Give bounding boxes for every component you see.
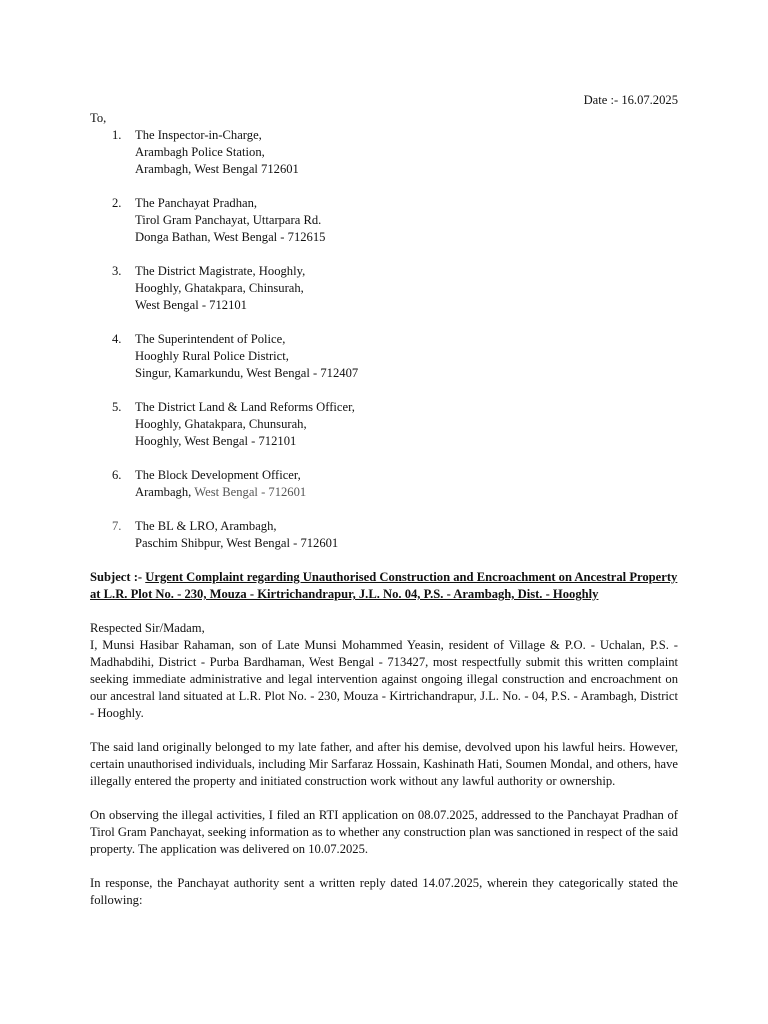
addressee-number: 5. xyxy=(112,400,122,414)
addressee-line: The Block Development Officer, xyxy=(135,468,301,482)
addressee-item xyxy=(90,518,678,552)
addressee-item xyxy=(90,195,678,246)
addressee-line: The Panchayat Pradhan, xyxy=(135,196,258,210)
addressee-number: 6. xyxy=(112,468,122,482)
addressee-line: Arambagh Police Station, xyxy=(135,145,265,159)
addressee-line: The Inspector-in-Charge, xyxy=(135,128,262,142)
addressee-line: The District Magistrate, Hooghly, xyxy=(135,264,306,278)
addressee-item xyxy=(90,331,678,382)
addressee-line-part: West Bengal - 712601 xyxy=(194,485,307,499)
addressee-line: Hooghly Rural Police District, xyxy=(135,349,289,363)
body-paragraph: In response, the Panchayat authority sent a written reply dated 14.07.2025, wherein they categorically stated the following: xyxy=(90,876,678,907)
addressee-line: Hooghly, Ghatakpara, Chinsurah, xyxy=(135,281,304,295)
addressee-item xyxy=(90,127,678,178)
addressee-line: The Superintendent of Police, xyxy=(135,332,286,346)
addressee-line: Paschim Shibpur, West Bengal - 712601 xyxy=(135,536,339,550)
addressee-item xyxy=(90,263,678,314)
addressee-number: 3. xyxy=(112,264,122,278)
letter-date: Date :- 16.07.2025 xyxy=(583,93,678,107)
addressee-item xyxy=(90,467,678,501)
body-paragraph: On observing the illegal activities, I filed an RTI application on 08.07.2025, addressed to the Panchayat Pradhan of Tirol Gram Panchayat, seeking information as to whether any construction plan was sanctioned in respect of the said property. The application was delivered on 10.07.2025. xyxy=(90,808,678,856)
addressee-list xyxy=(90,127,678,552)
addressee-line: Donga Bathan, West Bengal - 712615 xyxy=(135,230,326,244)
addressee-line: The BL & LRO, Arambagh, xyxy=(135,519,277,533)
addressee-number: 4. xyxy=(112,332,122,346)
addressee-line: Hooghly, West Bengal - 712101 xyxy=(135,434,297,448)
addressee-number: 1. xyxy=(112,128,122,142)
addressee-line: Singur, Kamarkundu, West Bengal - 712407 xyxy=(135,366,359,380)
body-paragraph: I, Munsi Hasibar Rahaman, son of Late Munsi Mohammed Yeasin, resident of Village & P.O. - Uchalan, P.S. - Madhabdihi, District - Purba Bardhaman, West Bengal - 713427, most respectfully submit this written complaint seeking immediate administrative and legal intervention against ongoing illegal construction and encroachment on our ancestral land situated at L.R. Plot No. - 230, Mouza - Kirtrichandrapur, J.L. No. - 04, P.S. - Arambagh, District - Hooghly. xyxy=(90,638,678,720)
body-paragraph: The said land originally belonged to my late father, and after his demise, devolved upon his lawful heirs. However, certain unauthorised individuals, including Mir Sarfaraz Hossain, Kashinath Hati, Soumen Mondal, and others, have illegally entered the property and initiated construction work without any lawful authority or ownership. xyxy=(90,740,678,788)
addressee-line: Hooghly, Ghatakpara, Chunsurah, xyxy=(135,417,307,431)
addressee-line-part: Arambagh, xyxy=(135,485,192,499)
salutation: Respected Sir/Madam, xyxy=(90,621,205,635)
subject-line xyxy=(90,569,678,603)
addressee-line: West Bengal - 712101 xyxy=(135,298,247,312)
subject-prefix: Subject :- xyxy=(90,570,146,584)
addressee-line: Arambagh, West Bengal 712601 xyxy=(135,162,299,176)
subject-text: Urgent Complaint regarding Unauthorised Construction and Encroachment on Ancestral Property at L.R. Plot No. - 230, Mouza - Kirtrichandrapur, J.L. No. 04, P.S. - Arambagh, Dist. - Hooghly xyxy=(90,570,678,601)
to-label: To, xyxy=(90,111,107,125)
addressee-line: The District Land & Land Reforms Officer, xyxy=(135,400,355,414)
addressee-number: 7. xyxy=(112,519,122,533)
addressee-line xyxy=(135,484,678,501)
addressee-item xyxy=(90,399,678,450)
addressee-line: Tirol Gram Panchayat, Uttarpara Rd. xyxy=(135,213,322,227)
addressee-number: 2. xyxy=(112,196,122,210)
